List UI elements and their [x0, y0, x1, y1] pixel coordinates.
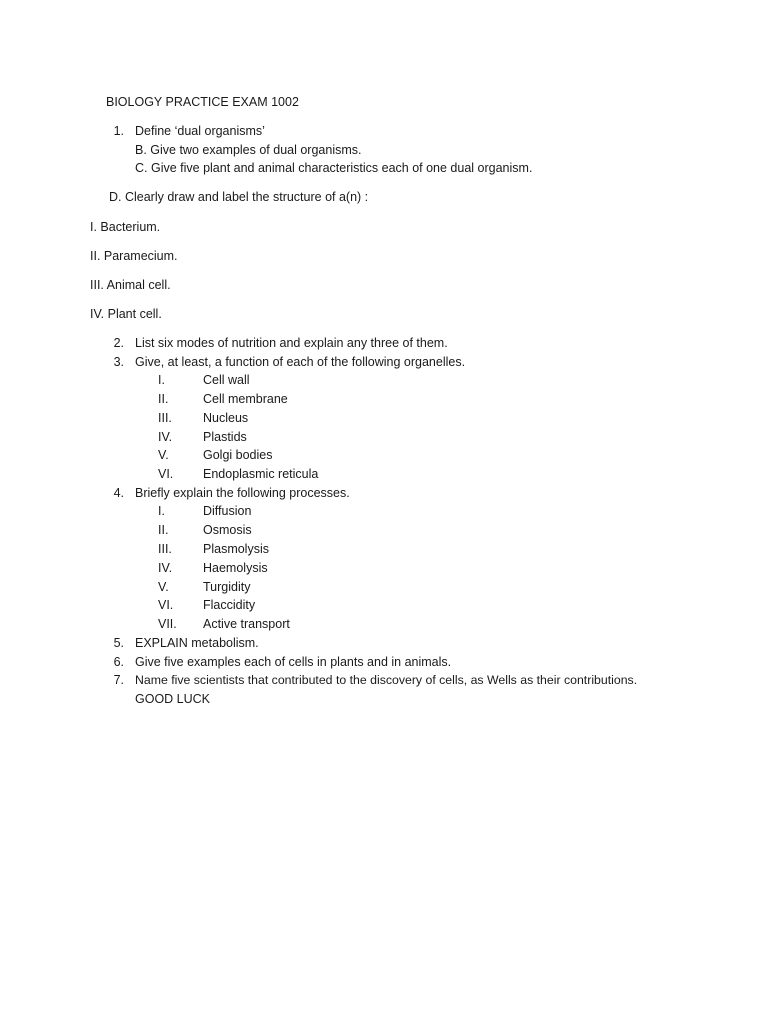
q4-item-text: Plasmolysis [203, 542, 269, 556]
q5-number: 5. [113, 636, 124, 650]
q4-text: Briefly explain the following processes. [135, 486, 350, 500]
q7-number: 7. [113, 673, 124, 687]
q4-item-numeral: II. [158, 523, 169, 537]
q1d-item-paramecium: II. Paramecium. [90, 249, 178, 263]
q3-item-text: Cell wall [203, 373, 250, 387]
page-title: BIOLOGY PRACTICE EXAM 1002 [106, 95, 299, 109]
closing-text: GOOD LUCK [135, 692, 211, 706]
q7-text: Name five scientists that contributed to the discovery of cells, as Wells as their contributions. [135, 673, 638, 687]
q3-item-numeral: IV. [158, 430, 173, 444]
q4-item-text: Diffusion [203, 504, 252, 518]
q3-item-text: Plastids [203, 430, 247, 444]
q4-item-numeral: V. [158, 580, 169, 594]
q1d-item-plant-cell: IV. Plant cell. [90, 307, 162, 321]
q2-text: List six modes of nutrition and explain any three of them. [135, 336, 448, 350]
q3-item-numeral: III. [158, 411, 172, 425]
q3-item-numeral: V. [158, 448, 169, 462]
q1d-item-bacterium: I. Bacterium. [90, 220, 161, 234]
q4-item-text: Flaccidity [203, 598, 256, 612]
q4-item-numeral: III. [158, 542, 172, 556]
q3-item-numeral: I. [158, 373, 165, 387]
q5-text: EXPLAIN metabolism. [135, 636, 259, 650]
q4-item-numeral: VI. [158, 598, 174, 612]
q3-item-text: Cell membrane [203, 392, 288, 406]
q4-item-text: Turgidity [203, 580, 251, 594]
q4-item-text: Osmosis [203, 523, 252, 537]
q4-item-numeral: VII. [158, 617, 177, 631]
q4-item-numeral: I. [158, 504, 165, 518]
q3-number: 3. [113, 355, 124, 369]
q3-item-text: Endoplasmic reticula [203, 467, 319, 481]
q3-item-text: Nucleus [203, 411, 249, 425]
q3-item-numeral: VI. [158, 467, 174, 481]
q6-text: Give five examples each of cells in plants and in animals. [135, 655, 452, 669]
q1d-item-animal-cell: III. Animal cell. [90, 278, 171, 292]
q1-part-c: C. Give five plant and animal characteristics each of one dual organism. [135, 161, 533, 175]
q3-item-numeral: II. [158, 392, 169, 406]
q4-item-text: Active transport [203, 617, 290, 631]
q4-number: 4. [113, 486, 124, 500]
q1-text: Define ‘dual organisms’ [135, 124, 265, 138]
q3-item-text: Golgi bodies [203, 448, 273, 462]
q3-text: Give, at least, a function of each of the following organelles. [135, 355, 466, 369]
q1-part-d: D. Clearly draw and label the structure of a(n) : [109, 190, 369, 204]
q1-number: 1. [113, 124, 124, 138]
q4-item-numeral: IV. [158, 561, 173, 575]
q6-number: 6. [113, 655, 124, 669]
q2-number: 2. [113, 336, 124, 350]
q4-item-text: Haemolysis [203, 561, 268, 575]
q1-part-b: B. Give two examples of dual organisms. [135, 143, 362, 157]
